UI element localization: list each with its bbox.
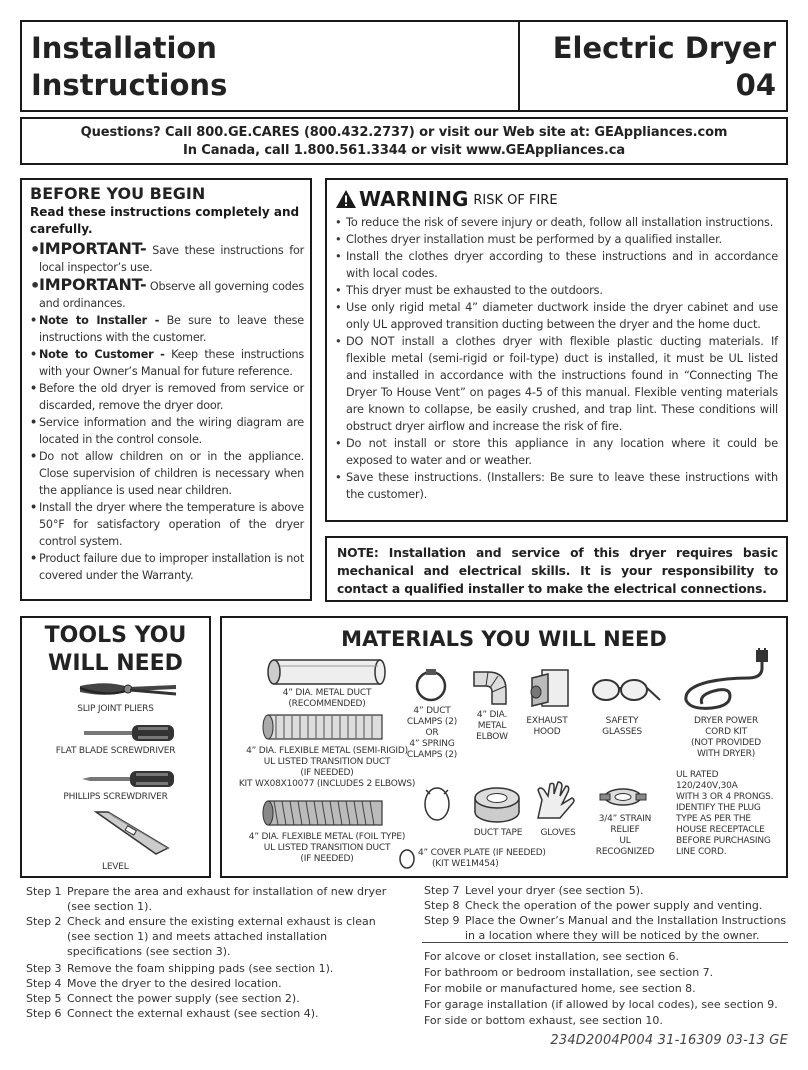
- list-item: • Before the old dryer is removed from service or discarded, remove the dryer door.: [30, 380, 304, 414]
- tool-label: FLAT BLADE SCREWDRIVER: [55, 746, 176, 756]
- tools-box: [20, 616, 211, 878]
- materials-title: MATERIALS YOU WILL NEED: [341, 627, 667, 651]
- flat-screwdriver-icon: [82, 722, 178, 744]
- before-intro: Read these instructions completely and carefully.: [30, 205, 300, 236]
- foil-duct-label: 4” DIA. FLEXIBLE METAL (FOIL TYPE) UL LISTED TRANSITION DUCT (IF NEEDED): [248, 832, 406, 864]
- section-ref: For side or bottom exhaust, see section 10.: [424, 1014, 663, 1027]
- product-title: Electric Dryer 04: [552, 31, 776, 102]
- power-cord-label: DRYER POWER CORD KIT (NOT PROVIDED WITH DRYER): [690, 716, 762, 759]
- semi-rigid-duct-label: 4” DIA. FLEXIBLE METAL (SEMI-RIGID) UL LISTED TRANSITION DUCT (IF NEEDED) KIT WX08X10077 (INCLUDES 2 ELBOWS): [238, 746, 416, 789]
- before-list: [30, 240, 304, 584]
- list-item: • Do not allow children on or in the appliance. Close supervision of children is necessary when the appliance is used near children.: [30, 448, 304, 499]
- step-item: Step 8 Check the operation of the power supply and venting.: [424, 899, 763, 912]
- warning-triangle-icon: [335, 189, 357, 209]
- list-item: • Service information and the wiring diagram are located in the control console.: [30, 414, 304, 448]
- cover-plate-icon: [398, 848, 416, 870]
- list-item: • To reduce the risk of severe injury or death, follow all installation instructions.: [335, 214, 778, 231]
- list-item: • IMPORTANT- Save these instructions for local inspector’s use.: [30, 240, 304, 276]
- divider: [422, 942, 788, 943]
- list-item: • Clothes dryer installation must be performed by a qualified installer.: [335, 231, 778, 248]
- phillips-screwdriver-icon: [80, 768, 178, 790]
- before-you-begin-box: [20, 178, 312, 601]
- document-title: Installation Instructions: [31, 31, 228, 102]
- elbow-label: 4” DIA. METAL ELBOW: [476, 710, 508, 742]
- duct-tape-icon: [472, 786, 522, 826]
- pliers-icon: [78, 678, 178, 700]
- step-item: Step 6 Connect the external exhaust (see section 4).: [26, 1007, 319, 1020]
- contact-box: [20, 117, 788, 165]
- step-item: Step 4 Move the dryer to the desired location.: [26, 977, 282, 990]
- semi-rigid-duct-icon: [262, 712, 386, 742]
- list-item: • Install the dryer where the temperature is above 50°F for satisfactory operation of the dryer control system.: [30, 499, 304, 550]
- rigid-duct-label: 4” DIA. METAL DUCT (RECOMMENDED): [282, 688, 372, 709]
- materials-box: [220, 616, 788, 878]
- section-ref: For alcove or closet installation, see section 6.: [424, 950, 680, 963]
- ul-rated-note: UL RATED 120/240V,30A WITH 3 OR 4 PRONGS. IDENTIFY THE PLUG TYPE AS PER THE HOUSE RECEPTACLE BEFORE PURCHASING LINE CORD.: [676, 770, 774, 857]
- tool-label: SLIP JOINT PLIERS: [77, 704, 154, 714]
- document-code: 234D2004P004 31-16309 03-13 GE: [550, 1033, 788, 1048]
- exhaust-hood-icon: [528, 666, 572, 712]
- before-title: BEFORE YOU BEGIN: [30, 184, 206, 203]
- safety-glasses-icon: [590, 676, 662, 706]
- contact-line-us: Questions? Call 800.GE.CARES (800.432.2737) or visit our Web site at: GEAppliances.com: [80, 125, 728, 140]
- power-cord-icon: [678, 648, 774, 714]
- list-item: • Note to Customer - Keep these instructions with your Owner’s Manual for future reference.: [30, 346, 304, 380]
- list-item: • DO NOT install a clothes dryer with flexible plastic ducting materials. If flexible metal (semi-rigid or foil-type) duct is installed, it must be UL listed and installed in accordance with the instructions found in “Connecting The Dryer To House Vent” on pages 4-5 of this manual. Flexible venting materials are known to collapse, be easily crushed, and trap lint. These conditions will obstruct dryer airflow and increase the risk of fire.: [335, 333, 778, 435]
- elbow-icon: [470, 668, 510, 708]
- section-ref: For mobile or manufactured home, see section 8.: [424, 982, 696, 995]
- list-item: • Install the clothes dryer according to these instructions and in accordance with local codes.: [335, 248, 778, 282]
- note-box: [325, 536, 788, 602]
- rigid-duct-icon: [266, 656, 386, 688]
- list-item: • This dryer must be exhausted to the outdoors.: [335, 282, 778, 299]
- list-item: • IMPORTANT- Observe all governing codes and ordinances.: [30, 276, 304, 312]
- step-item: Step 1 Prepare the area and exhaust for installation of new dryer (see section 1).: [26, 885, 387, 913]
- duct-tape-label: DUCT TAPE: [473, 828, 523, 838]
- duct-clamp-icon: [414, 668, 448, 704]
- strain-relief-icon: [598, 784, 648, 810]
- level-icon: [92, 808, 172, 858]
- gloves-label: GLOVES: [540, 828, 576, 838]
- safety-glasses-label: SAFETY GLASSES: [602, 716, 642, 737]
- tool-label: PHILLIPS SCREWDRIVER: [63, 792, 168, 802]
- list-item: • Save these instructions. (Installers: Be sure to leave these instructions with the customer).: [335, 469, 778, 503]
- section-ref: For garage installation (if allowed by local codes), see section 9.: [424, 998, 778, 1011]
- list-item: • Do not install or store this appliance in any location where it could be exposed to water and or weather.: [335, 435, 778, 469]
- list-item: • Use only rigid metal 4” diameter ductwork inside the dryer cabinet and use only UL approved transition ducting between the dryer and the home duct.: [335, 299, 778, 333]
- contact-line-canada: In Canada, call 1.800.561.3344 or visit www.GEAppliances.ca: [182, 143, 626, 158]
- clamps-label: 4” DUCT CLAMPS (2) OR 4” SPRING CLAMPS (2): [406, 706, 458, 760]
- header-right-box: [518, 20, 788, 112]
- gloves-icon: [532, 780, 582, 824]
- tool-label: LEVEL: [102, 862, 129, 872]
- warning-list: [335, 214, 778, 503]
- warning-heading: [335, 184, 778, 214]
- step-item: Step 5 Connect the power supply (see section 2).: [26, 992, 300, 1005]
- list-item: • Note to Installer - Be sure to leave these instructions with the customer.: [30, 312, 304, 346]
- step-item: Step 3 Remove the foam shipping pads (see section 1).: [26, 962, 334, 975]
- header-left-box: [20, 20, 520, 112]
- spring-clamp-icon: [420, 784, 454, 824]
- tools-title: TOOLS YOU WILL NEED: [44, 623, 187, 676]
- cover-plate-label: 4” COVER PLATE (IF NEEDED) (KIT WE1M454): [418, 848, 546, 869]
- list-item: • Product failure due to improper installation is not covered under the Warranty.: [30, 550, 304, 584]
- note-text: NOTE: Installation and service of this dryer requires basic mechanical and electrical skills. It is your responsibility to contact a qualified installer to make the electrical connections.: [337, 546, 778, 596]
- section-ref: For bathroom or bedroom installation, see section 7.: [424, 966, 714, 979]
- strain-relief-label: 3/4” STRAIN RELIEF UL RECOGNIZED: [595, 814, 655, 857]
- step-item: Step 7 Level your dryer (see section 5).: [424, 884, 644, 897]
- warning-title: WARNING: [359, 187, 469, 211]
- warning-subtitle: RISK OF FIRE: [473, 193, 558, 208]
- warning-box: [325, 178, 788, 522]
- exhaust-hood-label: EXHAUST HOOD: [526, 716, 568, 737]
- step-item: Step 2 Check and ensure the existing external exhaust is clean (see section 1) and meets attached installation specifications (see section 3).: [26, 915, 376, 958]
- step-item: Step 9 Place the Owner’s Manual and the Installation Instructions in a location where they will be noticed by the owner.: [424, 914, 787, 942]
- foil-duct-icon: [262, 798, 386, 828]
